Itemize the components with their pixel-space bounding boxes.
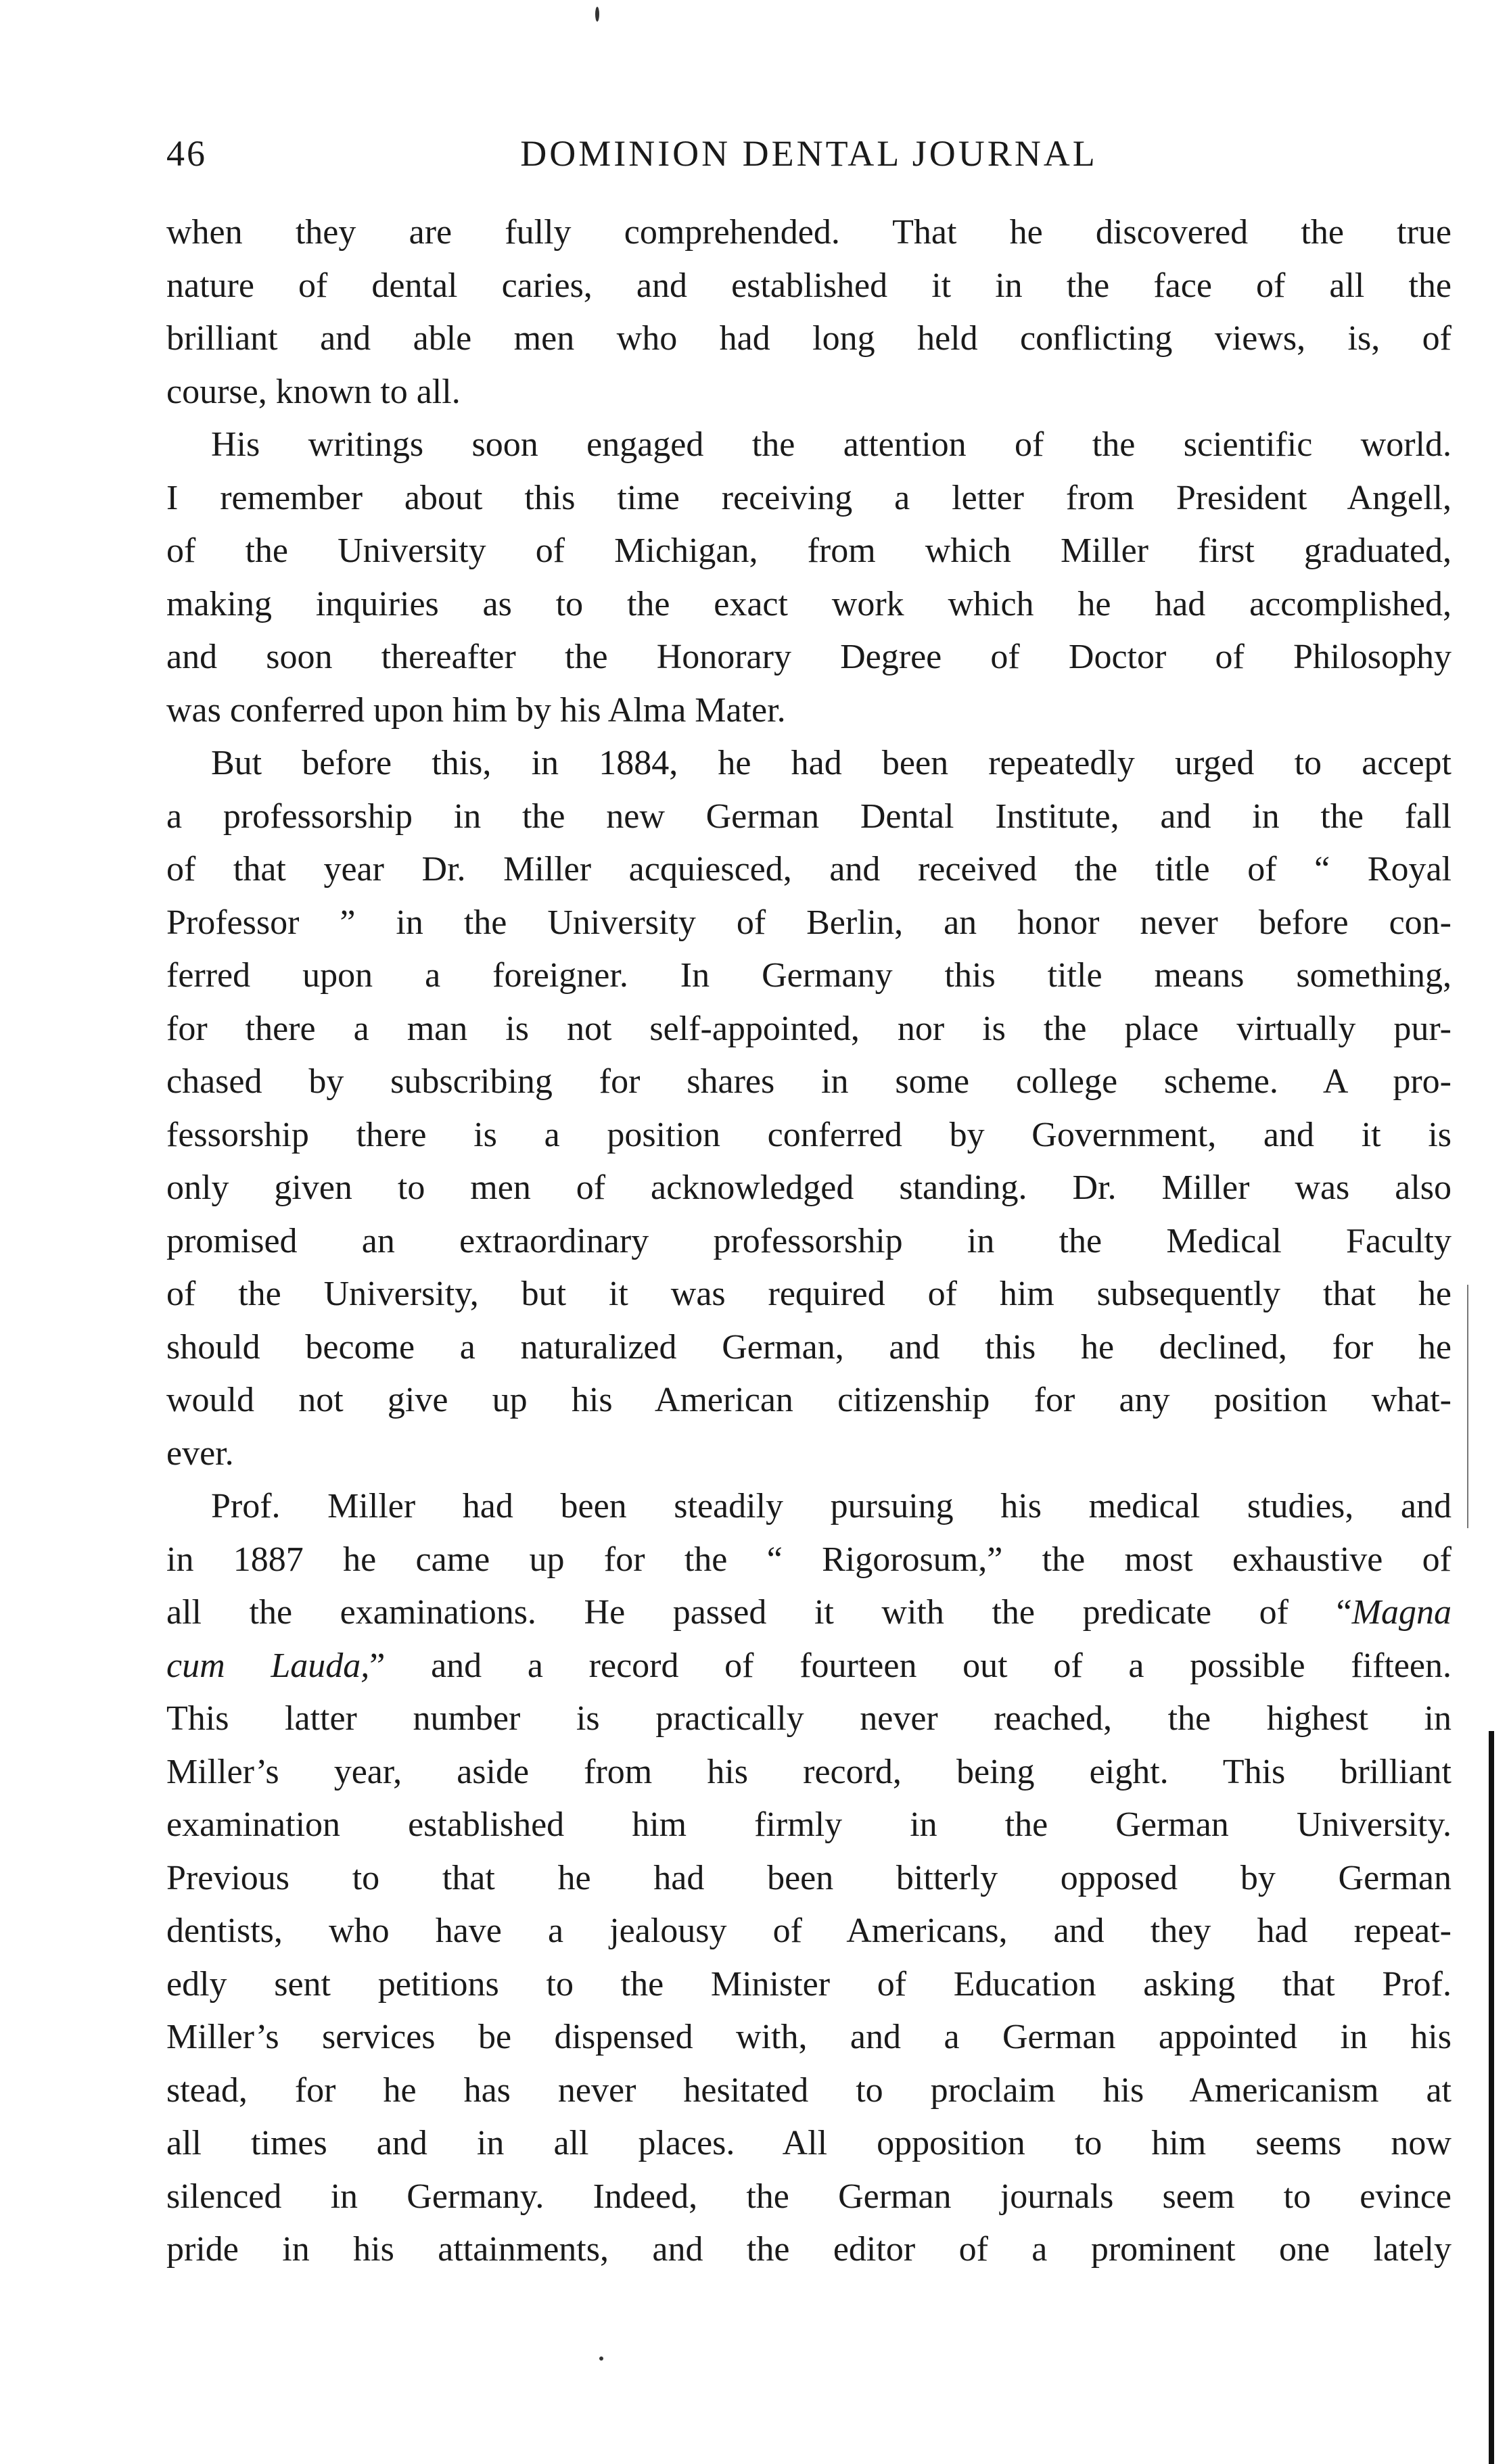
text-line: This latter number is practically never reached, the highest in xyxy=(166,1699,1452,1738)
text-line: nature of dental caries, and established it in the face of all the xyxy=(166,266,1452,305)
text-line: ever. xyxy=(166,1434,234,1473)
text-line: for there a man is not self-appointed, nor is the place virtually pur- xyxy=(166,1009,1452,1048)
text-line: Professor ” in the University of Berlin, an honor never before con- xyxy=(166,903,1452,942)
text-line: ferred upon a foreigner. In Germany this title means something, xyxy=(166,956,1452,995)
page-edge-rule xyxy=(1489,1731,1494,2464)
text-line: of the University of Michigan, from which Miller first graduated, xyxy=(166,531,1452,570)
text-line: and soon thereafter the Honorary Degree of Doctor of Philosophy xyxy=(166,638,1452,676)
text-line: should become a naturalized German, and this he declined, for he xyxy=(166,1327,1452,1367)
text-line xyxy=(166,1640,1452,1693)
text-line: pride in his attainments, and the editor of a prominent one lately xyxy=(166,2230,1452,2269)
text-line: fessorship there is a position conferred by Government, and it is xyxy=(166,1115,1452,1154)
text-line: Miller’s year, aside from his record, being eight. This brilliant xyxy=(166,1752,1452,1791)
italic-phrase: cum Lauda, xyxy=(166,1646,370,1685)
italic-phrase: Magna xyxy=(1351,1593,1452,1632)
text-line: in 1887 he came up for the “ Rigorosum,” the most exhaustive of xyxy=(166,1540,1452,1579)
scan-speck xyxy=(599,2356,603,2361)
text-line: chased by subscribing for shares in some college scheme. A pro- xyxy=(166,1062,1452,1101)
page-edge-mark xyxy=(1467,1285,1468,1528)
text-line: I remember about this time receiving a letter from President Angell, xyxy=(166,478,1452,517)
text-fragment: and a record of fourteen out of a possible fifteen. xyxy=(431,1646,1452,1685)
text-line: all times and in all places. All opposition to him seems now xyxy=(166,2124,1452,2162)
text-line: of the University, but it was required of him subsequently that he xyxy=(166,1275,1452,1313)
text-line: examination established him firmly in the German University. xyxy=(166,1805,1452,1844)
text-line: making inquiries as to the exact work which he had accomplished, xyxy=(166,584,1452,623)
text-line: a professorship in the new German Dental Institute, and in the fall xyxy=(166,797,1452,836)
text-line: course, known to all. xyxy=(166,372,461,411)
text-line: when they are fully comprehended. That he discovered the true xyxy=(166,213,1452,252)
page-number: 46 xyxy=(166,133,207,174)
text-line: stead, for he has never hesitated to proclaim his Americanism at xyxy=(166,2070,1452,2110)
text-line: only given to men of acknowledged standing. Dr. Miller was also xyxy=(166,1168,1452,1207)
text-line: would not give up his American citizenship for any position what- xyxy=(166,1381,1452,1419)
text-line: Miller’s services be dispensed with, and a German appointed in his xyxy=(166,2018,1452,2056)
text-line: His writings soon engaged the attention of the scientific world. xyxy=(211,425,1452,464)
text-line xyxy=(166,1586,1452,1640)
text-line: Previous to that he had been bitterly opposed by German xyxy=(166,1858,1452,1897)
text-line: was conferred upon him by his Alma Mater. xyxy=(166,690,786,730)
article-body xyxy=(166,206,1452,2277)
text-line: silenced in Germany. Indeed, the German journals seem to evince xyxy=(166,2177,1452,2216)
text-line: edly sent petitions to the Minister of Education asking that Prof. xyxy=(166,1964,1452,2004)
text-fragment: all the examinations. He passed it with the predicate of “ xyxy=(166,1593,1352,1632)
text-line: brilliant and able men who had long held conflicting views, is, of xyxy=(166,319,1452,358)
text-line: Prof. Miller had been steadily pursuing his medical studies, and xyxy=(211,1487,1452,1525)
journal-title: DOMINION DENTAL JOURNAL xyxy=(520,133,1098,174)
scan-speck xyxy=(595,7,599,22)
text-line: of that year Dr. Miller acquiesced, and received the title of “ Royal xyxy=(166,850,1452,889)
text-line: promised an extraordinary professorship in the Medical Faculty xyxy=(166,1221,1452,1260)
running-head xyxy=(166,133,1452,187)
text-line: But before this, in 1884, he had been repeatedly urged to accept xyxy=(211,744,1452,782)
text-line: dentists, who have a jealousy of Americans, and they had repeat- xyxy=(166,1912,1452,1950)
close-quote: ” xyxy=(369,1646,386,1685)
